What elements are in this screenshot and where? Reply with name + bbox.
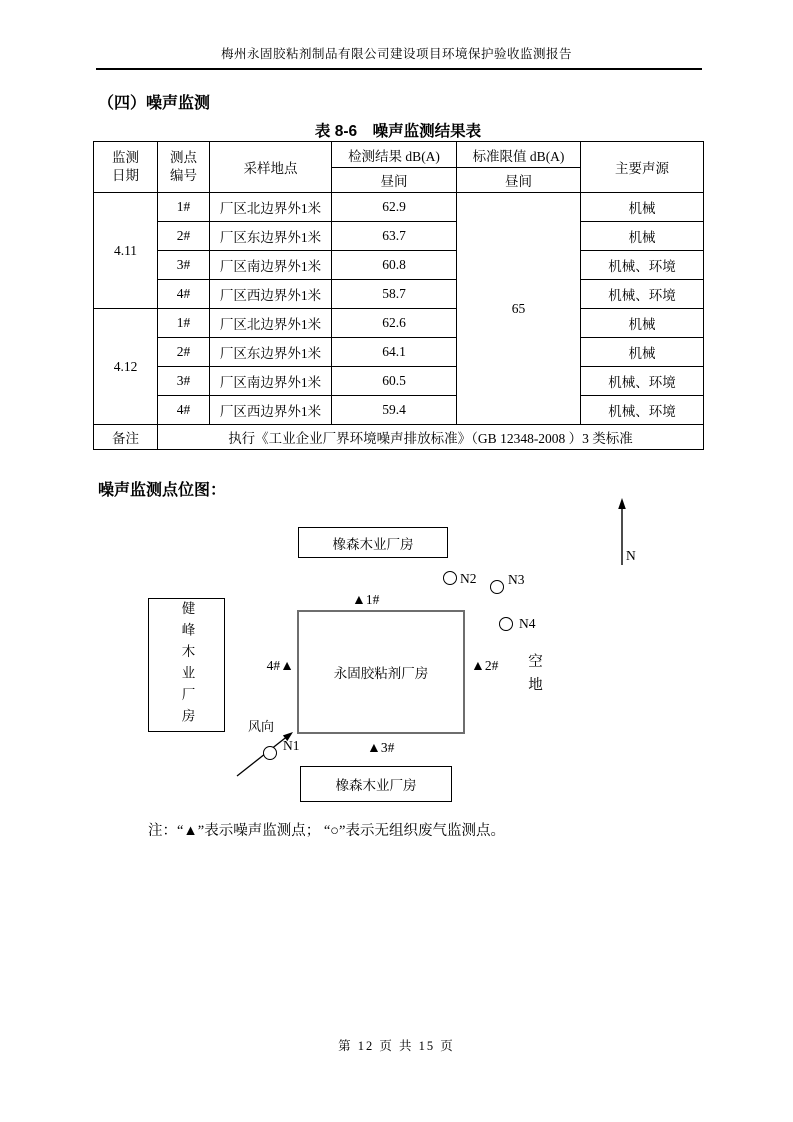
gas-point-3-label: N3 <box>508 572 525 587</box>
remark-row <box>94 425 704 450</box>
wind-direction-label: 风向 <box>248 719 275 734</box>
table-row <box>94 280 704 309</box>
result-cell: 58.7 <box>332 280 457 309</box>
col-subheader-result-daytime: 昼间 <box>332 168 457 193</box>
date-cell: 4.12 <box>94 309 158 425</box>
point-cell: 2# <box>158 222 210 251</box>
header-divider <box>96 68 702 70</box>
building-box-left <box>148 598 225 732</box>
diagram-legend-note: 注：“▲”表示噪声监测点； “○”表示无组织废气监测点。 <box>148 823 505 839</box>
point-cell: 4# <box>158 396 210 425</box>
point-cell: 1# <box>158 309 210 338</box>
source-cell: 机械、环境 <box>581 251 704 280</box>
result-cell: 59.4 <box>332 396 457 425</box>
location-cell: 厂区南边界外1米 <box>210 367 332 396</box>
noise-point-icon: ▲ <box>280 659 294 674</box>
noise-point-icon: ▲ <box>352 593 366 608</box>
source-cell: 机械 <box>581 222 704 251</box>
col-header-source: 主要声源 <box>581 142 704 193</box>
table-row <box>94 309 704 338</box>
gas-point-1-label: N1 <box>283 738 300 753</box>
source-cell: 机械、环境 <box>581 396 704 425</box>
building-box-top-label: 橡森木业厂房 <box>332 536 414 552</box>
noise-results-table <box>93 141 704 450</box>
source-cell: 机械、环境 <box>581 367 704 396</box>
gas-point-icon <box>443 571 457 585</box>
col-header-point-line1: 测点 <box>170 149 197 165</box>
result-cell: 62.9 <box>332 193 457 222</box>
noise-point-4-label: 4# <box>266 658 281 673</box>
gas-point-2-label: N2 <box>460 571 477 586</box>
noise-point-2 <box>471 658 498 675</box>
table-row <box>94 251 704 280</box>
col-header-location: 采样地点 <box>210 142 332 193</box>
gas-point-icon <box>490 580 504 594</box>
result-cell: 62.6 <box>332 309 457 338</box>
point-cell: 3# <box>158 251 210 280</box>
gas-point-icon <box>499 617 513 631</box>
location-cell: 厂区北边界外1米 <box>210 309 332 338</box>
noise-point-1-label: 1# <box>365 592 380 607</box>
location-cell: 厂区西边界外1米 <box>210 396 332 425</box>
point-cell: 4# <box>158 280 210 309</box>
noise-point-icon: ▲ <box>367 741 381 756</box>
table-row <box>94 193 704 222</box>
noise-point-4 <box>252 658 294 675</box>
source-cell: 机械 <box>581 193 704 222</box>
col-header-point-line2: 编号 <box>170 168 197 183</box>
source-cell: 机械 <box>581 309 704 338</box>
col-header-limit: 标准限值 dB(A) <box>457 142 581 168</box>
result-cell: 60.5 <box>332 367 457 396</box>
location-cell: 厂区西边界外1米 <box>210 280 332 309</box>
col-header-point <box>158 142 210 193</box>
table-row <box>94 396 704 425</box>
gas-point-4-label: N4 <box>519 616 536 631</box>
section-heading: （四）噪声监测 <box>98 95 211 112</box>
gas-point-icon <box>263 746 277 760</box>
remark-text: 执行《工业企业厂界环境噪声排放标准》（GB 12348-2008 ）3 类标准 <box>158 425 704 450</box>
location-cell: 厂区南边界外1米 <box>210 251 332 280</box>
building-box-bottom-label: 橡森木业厂房 <box>335 778 417 793</box>
table-header-row-1 <box>94 142 704 168</box>
remark-label: 备注 <box>94 425 158 450</box>
col-header-date <box>94 142 158 193</box>
table-row <box>94 222 704 251</box>
point-cell: 3# <box>158 367 210 396</box>
diagram-heading: 噪声监测点位图： <box>98 482 227 499</box>
open-area-label: 空地 <box>526 653 542 700</box>
source-cell: 机械、环境 <box>581 280 704 309</box>
noise-point-2-label: 2# <box>484 658 499 673</box>
date-cell: 4.11 <box>94 193 158 309</box>
noise-point-icon: ▲ <box>471 659 485 674</box>
col-subheader-limit-daytime: 昼间 <box>457 168 581 193</box>
location-cell: 厂区北边界外1米 <box>210 193 332 222</box>
building-box-bottom <box>300 766 452 802</box>
point-cell: 1# <box>158 193 210 222</box>
building-box-left-label: 健峰木业厂房 <box>179 600 195 730</box>
building-box-top <box>298 527 448 558</box>
monitoring-points-diagram <box>90 495 670 813</box>
document-header-title: 梅州永固胶粘剂制品有限公司建设项目环境保护验收监测报告 <box>220 47 572 61</box>
col-header-result: 检测结果 dB(A) <box>332 142 457 168</box>
source-cell: 机械 <box>581 338 704 367</box>
result-cell: 60.8 <box>332 251 457 280</box>
table-title: 表 8-6 噪声监测结果表 <box>314 123 482 140</box>
col-header-date-line1: 监测 <box>112 149 139 165</box>
table-row <box>94 338 704 367</box>
noise-point-3-label: 3# <box>380 740 395 755</box>
point-cell: 2# <box>158 338 210 367</box>
location-cell: 厂区东边界外1米 <box>210 222 332 251</box>
result-cell: 64.1 <box>332 338 457 367</box>
building-box-main-label: 永固胶粘剂厂房 <box>333 666 429 681</box>
noise-point-1 <box>352 592 379 609</box>
result-cell: 63.7 <box>332 222 457 251</box>
north-label: N <box>626 548 636 563</box>
page-number: 第 12 页 共 15 页 <box>338 1039 455 1053</box>
col-header-date-line2: 日期 <box>112 168 139 183</box>
table-row <box>94 367 704 396</box>
north-arrow-head <box>618 498 626 509</box>
building-box-main <box>297 610 465 734</box>
location-cell: 厂区东边界外1米 <box>210 338 332 367</box>
noise-point-3 <box>367 740 394 757</box>
limit-cell: 65 <box>457 193 581 425</box>
